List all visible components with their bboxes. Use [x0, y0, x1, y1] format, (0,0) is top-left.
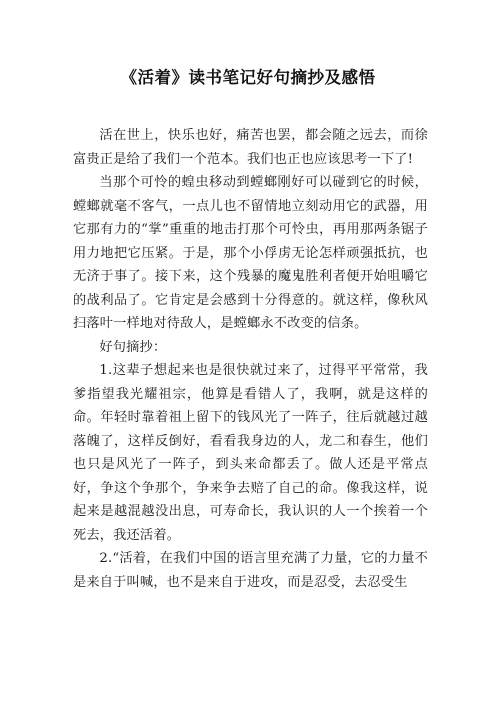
document-body [73, 124, 428, 594]
paragraph: 1.这辈子想起来也是很快就过来了，过得平平常常，我爹指望我光耀祖宗，他算是看错人了，我啊，就是这样的命。年轻时靠着祖上留下的钱风光了一阵子，往后就越过越落魄了，这样反倒好，看看我身边的人，龙二和春生，他们也只是风光了一阵子，到头来命都丢了。做人还是平常点好，争这个争那个，争来争去赔了自己的命。像我这样，说起来是越混越没出息，可寿命长，我认识的人一个挨着一个死去，我还活着。 [73, 363, 428, 543]
paragraph: 活在世上，快乐也好，痛苦也罢，都会随之远去，而徐富贵正是给了我们一个范本。我们也正也应该思考一下了! [73, 128, 428, 167]
paragraph: 当那个可怜的蝗虫移动到螳螂刚好可以碰到它的时候，螳螂就毫不客气，一点儿也不留情地立刻动用它的武器，用它那有力的“掌”重重的地击打那个可怜虫，再用那两条锯子用力地把它压紧。于是，那个小俘虏无论怎样顽强抵抗，也无济于事了。接下来，这个残暴的魔鬼胜利者便开始咀嚼它的战利品了。它肯定是会感到十分得意的。就这样，像秋风扫落叶一样地对待敌人，是螳螂永不改变的信条。 [73, 175, 428, 331]
document-title: 《活着》读书笔记好句摘抄及感悟 [120, 68, 376, 87]
section-heading: 好句摘抄： [99, 339, 167, 355]
paragraph: 2.“活着，在我们中国的语言里充满了力量，它的力量不是来自于叫喊，也不是来自于进攻，而是忍受，去忍受生 [73, 551, 428, 590]
